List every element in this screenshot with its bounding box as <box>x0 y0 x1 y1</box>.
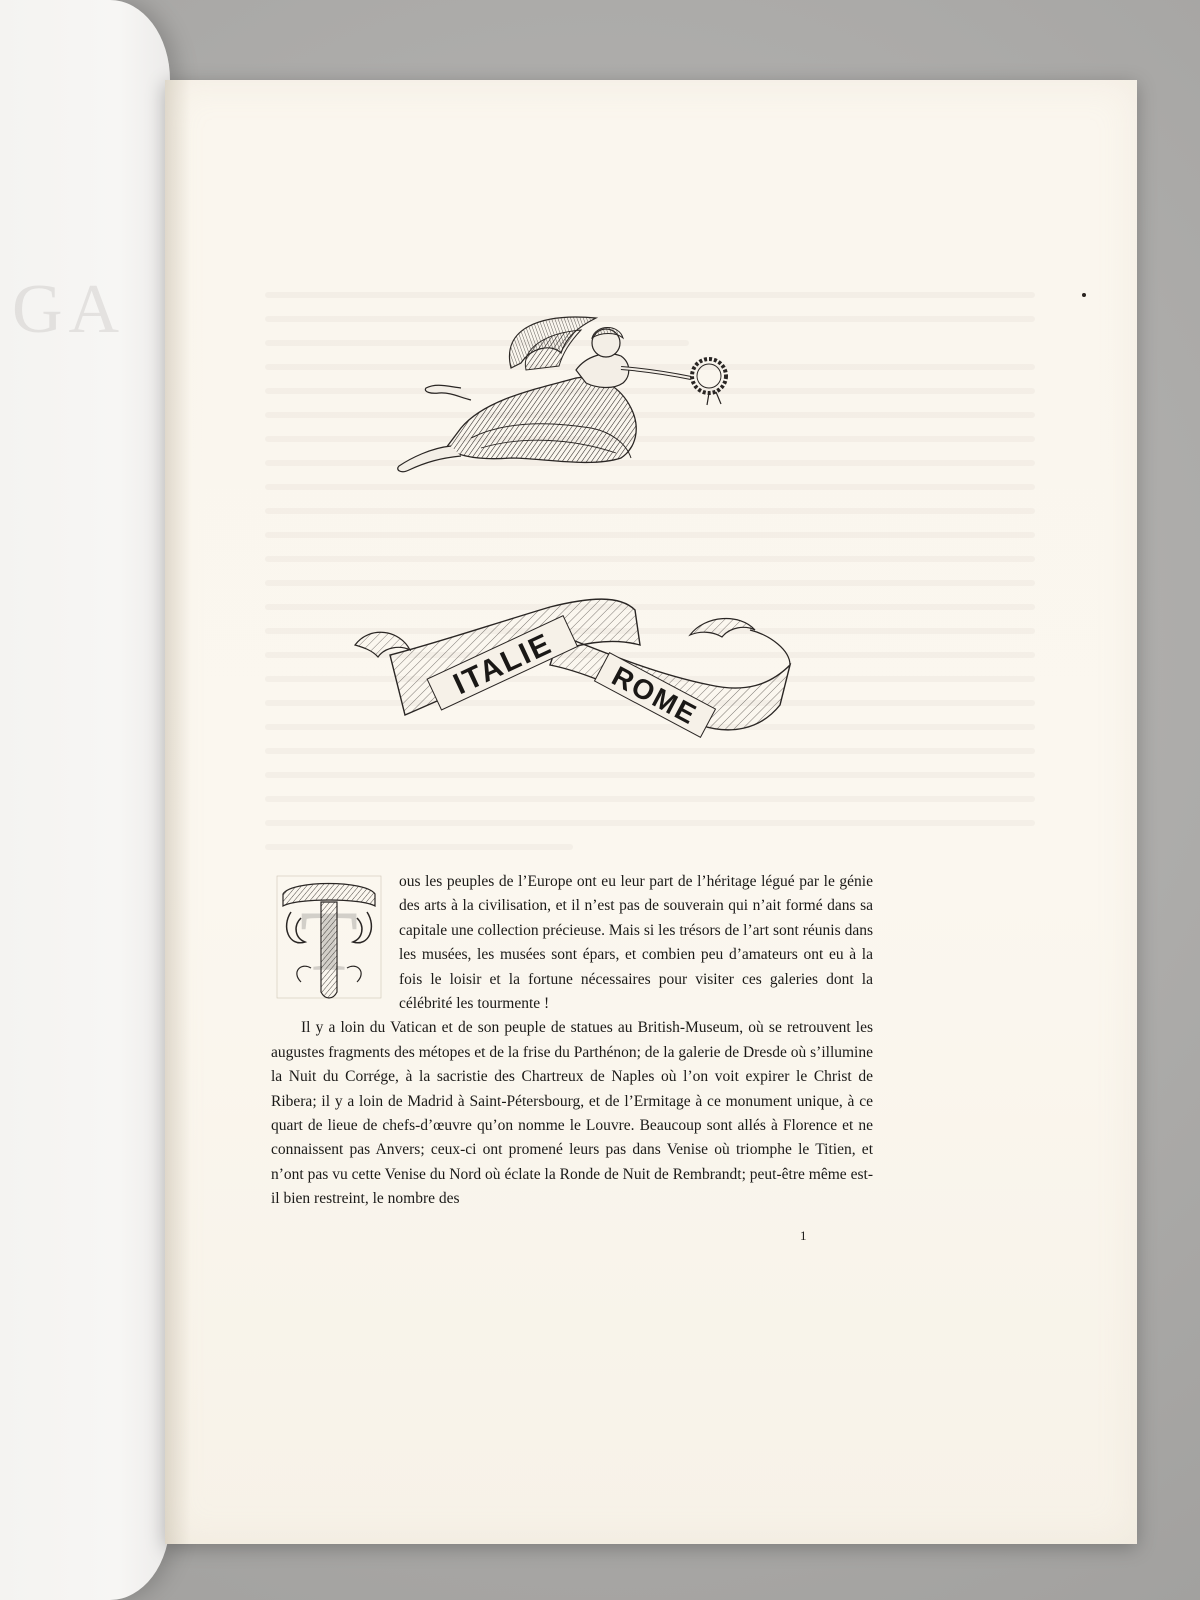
dropcap-letter: T <box>300 893 358 989</box>
ornamental-dropcap <box>271 872 387 1006</box>
body-text <box>271 870 873 1212</box>
right-page <box>165 80 1137 1544</box>
paper-speck <box>1082 293 1086 297</box>
paragraph-1: ous les peuples de l’Europe ont eu leur part de l’héritage légué par le génie des arts à la civilisation, et il n’est pas de souverain qui n’ait formé dans sa capitale une collection précieuse. Mais si les trésors de l’art sont réunis dans les musées, les musées sont épars, et combien peu d’amateurs ont eu à la fois le loisir et la fortune nécessaires pour visiter ces galeries dont la célébrité les tourmente ! <box>399 873 873 1013</box>
title-banner <box>350 595 800 765</box>
page-gutter-shadow <box>165 80 191 1544</box>
page-number: 1 <box>800 1228 807 1243</box>
banner-word-italie: ITALIE <box>448 627 558 702</box>
left-page-bleedthrough: GA <box>12 271 126 348</box>
banner-word-rome: ROME <box>606 660 703 731</box>
left-page <box>0 0 170 1600</box>
paragraph-2: Il y a loin du Vatican et de son peuple de statues au British-Museum, où se retrouvent les augustes fragments des métopes et de la frise du Parthénon; de la galerie de Dresde où s’illumine la Nuit du Corrége, à la sacristie des Chartreux de Naples où l’on voit expirer le Christ de Ribera; il y a loin de Madrid à Saint-Pétersbourg, et de l’Ermitage à ce monument unique, à ce quart de lieue de chefs-d’œuvre qu’on nomme le Louvre. Beaucoup sont allés à Florence et ne connaissent pas Anvers; ceux-ci ont promené leurs pas dans Venise où triomphe le Titien, et n’ont pas vu cette Venise du Nord où éclate la Ronde de Nuit de Rembrandt; peut-être même est-il bien restreint, le nombre des <box>271 1019 873 1208</box>
angel-engraving <box>391 308 741 488</box>
